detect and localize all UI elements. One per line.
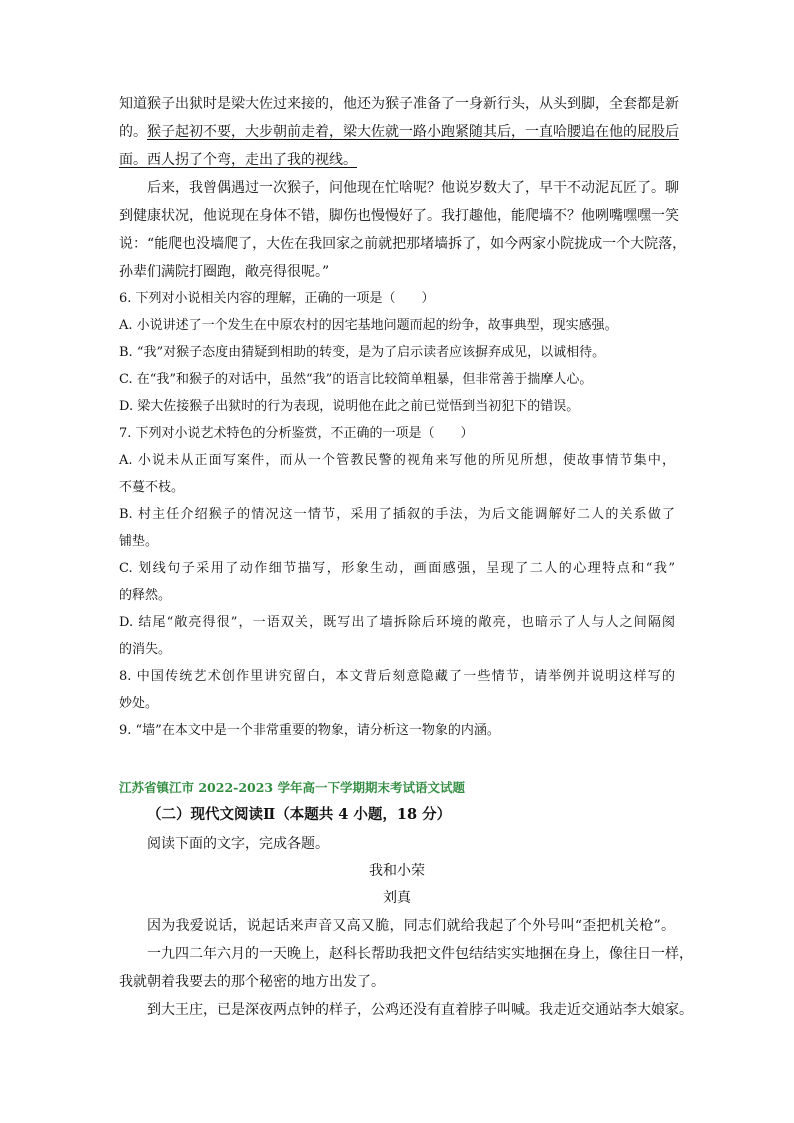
article-title: 我和小荣 xyxy=(369,863,425,879)
story-p1-line2 xyxy=(119,123,679,141)
story-p1-line3 xyxy=(119,151,675,169)
question-6-option-a: A. 小说讲述了一个发生在中原农村的因宅基地问题而起的纷争，故事典型，现实感强。 xyxy=(119,318,618,333)
story-p2-line4: 孙辈们满院打圈跑，敞亮得很呢。” xyxy=(119,264,330,280)
story-p2-line3: 说：“能爬也没墙爬了，大佐在我回家之前就把那堵墙拆了，如今两家小院拢成一个大院落， xyxy=(119,236,687,252)
question-7-option-c-line2: 的释然。 xyxy=(119,588,172,603)
question-8-line2: 妙处。 xyxy=(119,696,159,711)
section-instruction: 阅读下面的文字，完成各题。 xyxy=(147,836,329,852)
question-7-option-a-line2: 不蔓不枝。 xyxy=(119,480,185,495)
question-7-option-b-line2: 铺垫。 xyxy=(119,534,159,549)
question-7-option-d-line1: D. 结尾“敞亮得很”，一语双关，既写出了墙拆除后环境的敞亮，也暗示了人与人之间隔阂 xyxy=(119,615,675,630)
question-9: 9. “墙”在本文中是一个非常重要的物象，请分析这一物象的内涵。 xyxy=(119,723,500,738)
story-p1-line1: 知道猴子出狱时是梁大佐过来接的，他还为猴子准备了一身新行头，从头到脚，全套都是新 xyxy=(119,96,679,112)
article-p2-line1: 一九四二年六月的一天晚上，赵科长帮助我把文件包结结实实地捆在身上，像往日一样， xyxy=(147,946,693,962)
source-note: 江苏省镇江市 2022-2023 学年高一下学期期末考试语文试题 xyxy=(119,780,465,795)
question-6-stem: 6. 下列对小说相关内容的理解，正确的一项是（ ） xyxy=(119,291,435,306)
story-p1-line2-plain: 的。 xyxy=(119,124,147,140)
article-author: 刘真 xyxy=(383,890,411,906)
underlined-sentence-part2: 面。西人拐了个弯，走出了我的视线。 xyxy=(119,152,357,168)
question-8-line1: 8. 中国传统艺术创作里讲究留白，本文背后刻意隐藏了一些情节，请举例并说明这样写的 xyxy=(119,669,675,684)
question-7-option-b-line1: B. 村主任介绍猴子的情况这一情节，采用了插叙的手法，为后文能调解好二人的关系做了 xyxy=(119,507,675,522)
underlined-sentence-part1: 猴子起初不要，大步朝前走着，梁大佐就一路小跑紧随其后，一直哈腰追在他的屁股后 xyxy=(147,124,679,140)
question-7-option-d-line2: 的消失。 xyxy=(119,642,172,657)
question-6-option-b: B. “我”对猴子态度由猜疑到相助的转变，是为了启示读者应该摒弃成见，以诚相待。 xyxy=(119,345,606,360)
section-heading: （二）现代文阅读Ⅱ（本题共 4 小题，18 分） xyxy=(147,806,452,823)
article-p2-line2: 我就朝着我要去的那个秘密的地方出发了。 xyxy=(119,974,385,990)
story-p2-line1: 后来，我曾偶遇过一次猴子，问他现在忙啥呢？他说岁数大了，早干不动泥瓦匠了。聊 xyxy=(147,180,679,196)
question-7-option-c-line1: C. 划线句子采用了动作细节描写，形象生动，画面感强，呈现了二人的心理特点和“我” xyxy=(119,561,675,576)
article-p3: 到大王庄，已是深夜两点钟的样子，公鸡还没有直着脖子叫喊。我走近交通站李大娘家。 xyxy=(147,1002,693,1018)
story-p2-line2: 到健康状况，他说现在身体不错，脚伤也慢慢好了。我打趣他，能爬墙不？他咧嘴嘿嘿一笑 xyxy=(119,208,679,224)
question-6-option-c: C. 在“我”和猴子的对话中，虽然“我”的语言比较简单粗暴，但非常善于揣摩人心。 xyxy=(119,372,593,387)
article-p1: 因为我爱说话，说起话来声音又高又脆，同志们就给我起了个外号叫“歪把机关枪”。 xyxy=(147,918,675,934)
question-7-stem: 7. 下列对小说艺术特色的分析鉴赏，不正确的一项是（ ） xyxy=(119,426,474,441)
question-6-option-d: D. 梁大佐接猴子出狱时的行为表现，说明他在此之前已觉悟到当初犯下的错误。 xyxy=(119,399,580,414)
question-7-option-a-line1: A. 小说未从正面写案件，而从一个管教民警的视角来写他的所见所想，使故事情节集中， xyxy=(119,453,675,468)
